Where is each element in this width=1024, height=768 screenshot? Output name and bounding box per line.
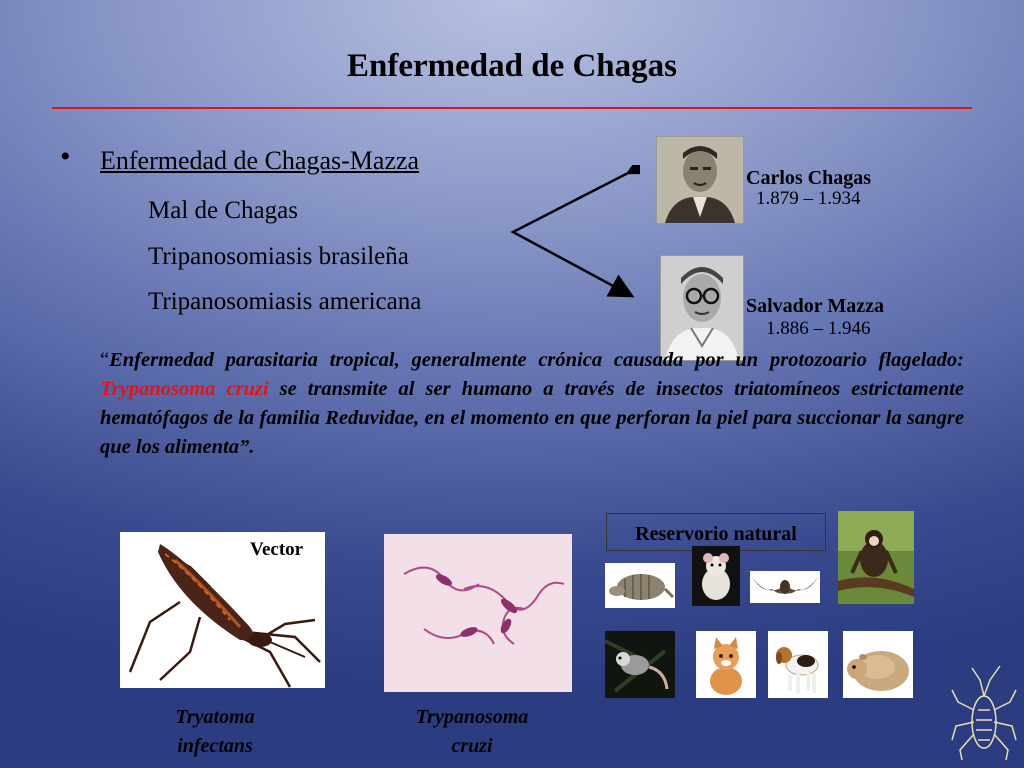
reservoir-label: Reservorio natural: [606, 513, 826, 551]
slide-title: Enfermedad de Chagas: [346, 48, 678, 84]
bullet-marker: •: [60, 140, 71, 173]
title-divider: [52, 107, 972, 109]
armadillo-image: [605, 563, 675, 608]
monkey-image: [838, 511, 914, 604]
quote-text-after: se transmite al ser humano a través de insectos triatomíneos estrictamente hematófagos de la familia Reduvidae, en el momento en que perforan la piel para succionar la sangre que los alimenta”.: [100, 378, 964, 458]
guinea-pig-image: [843, 631, 913, 698]
salvador-mazza-name: Salvador Mazza: [746, 295, 884, 317]
parasite-caption: [392, 703, 552, 761]
dog-image: [768, 631, 828, 698]
carlos-chagas-dates: 1.879 – 1.934: [756, 188, 861, 209]
vector-caption-line1: Tryatoma: [175, 706, 255, 728]
cat-image: [696, 631, 756, 698]
rat-image: [692, 546, 740, 606]
synonym-item: Mal de Chagas: [148, 197, 298, 224]
vector-label: Vector: [250, 539, 304, 560]
synonym-item: Tripanosomiasis americana: [148, 288, 422, 315]
trypanosoma-micrograph: [384, 534, 572, 692]
quote-open-mark: “: [100, 349, 110, 371]
salvador-mazza-dates: 1.886 – 1.946: [766, 318, 871, 339]
bat-image: [750, 571, 820, 603]
vector-caption-line2: infectans: [177, 735, 253, 757]
carlos-chagas-portrait: [656, 136, 744, 224]
trypanosoma-highlight: Trypanosoma cruzi: [100, 378, 269, 400]
split-arrows: [505, 165, 640, 305]
vector-caption: [148, 703, 282, 761]
main-bullet-heading: Enfermedad de Chagas-Mazza: [100, 146, 420, 175]
quote-text-before: Enfermedad parasitaria tropical, generalmente crónica causada por un protozoario flagelado:: [109, 349, 964, 371]
opossum-image: [605, 631, 675, 698]
parasite-caption-line2: cruzi: [451, 735, 493, 757]
carlos-chagas-name: Carlos Chagas: [746, 167, 872, 189]
definition-quote: [100, 346, 964, 462]
insect-sketch-icon: [950, 660, 1020, 765]
parasite-caption-line1: Trypanosoma: [415, 706, 529, 728]
synonym-item: Tripanosomiasis brasileña: [148, 243, 409, 270]
